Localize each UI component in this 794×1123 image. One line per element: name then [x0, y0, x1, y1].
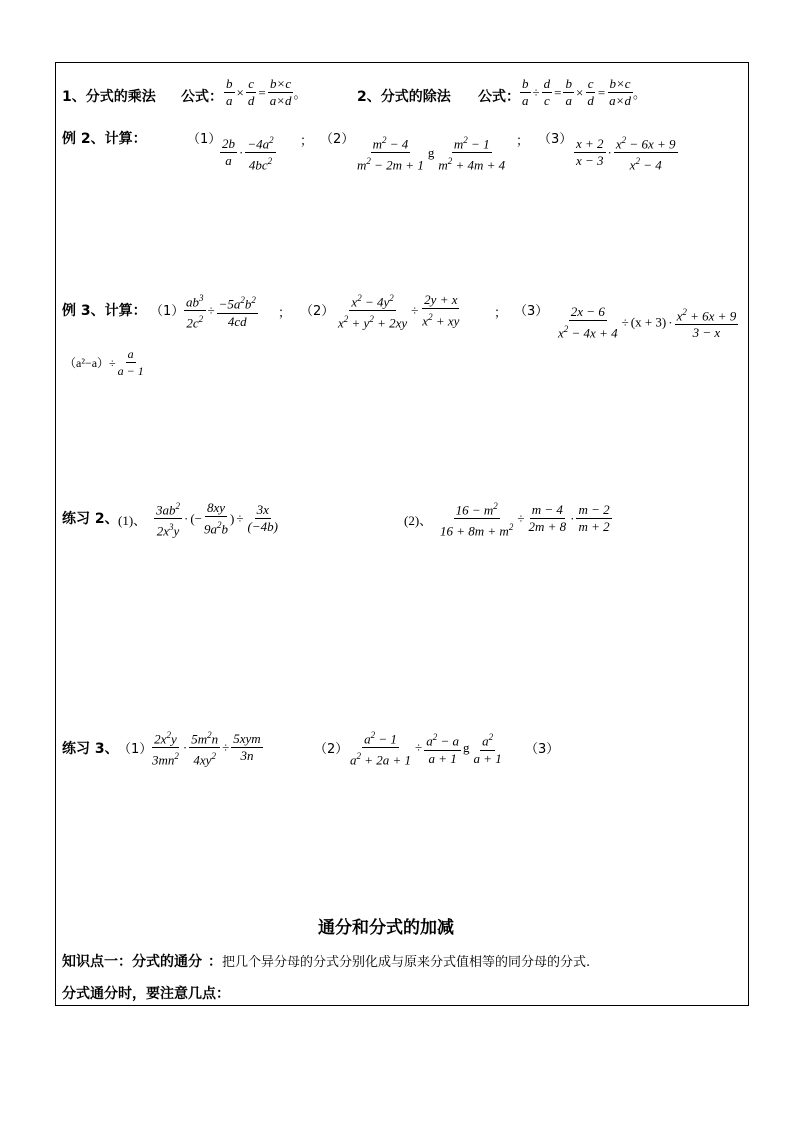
example3-expr2: $\frac{x^2 - 4y^2}{x^2 + y^2 + 2xy}$ ÷ $\frac{2y + x}{x^2 + xy}$ — [336, 290, 461, 332]
practice2-expr1: $\frac{3ab^2}{2x^3y}$ · (− $\frac{8xy}{9a^2b}$ ) ÷ $\frac{3x}{(-4b)}$ — [154, 498, 280, 540]
practice2-label: 练习 2、 — [62, 511, 119, 527]
example3-sep2: ； — [494, 305, 508, 320]
example3-label: 例 3、计算： — [62, 303, 147, 319]
example2-part3-label: （3） — [538, 132, 573, 147]
practice2-expr2: $\frac{16 - m^2}{16 + 8m + m^2}$ ÷ $\frac{m - 4}{2m + 8}$ · $\frac{m - 2}{m + 2}$ — [438, 498, 612, 540]
example2-sep2: ； — [516, 133, 530, 148]
knowledge-point-1: 知识点一：分式的通分 ：把几个异分母的分式分别化成与原来分式值相等的同分母的分式. — [62, 954, 591, 970]
example2-expr1: $\frac{2b}{a}$ · $\frac{-4a^2}{4bc^2}$ — [220, 132, 276, 174]
mult-formula: $\frac{b}{a}$ × $\frac{c}{d}$ = $\frac{b\times c}{a\times d}$ 。 — [226, 76, 307, 108]
example2-part1-label: （1） — [187, 132, 222, 147]
practice3-part1-label: （1） — [118, 742, 153, 757]
example2-sep1: ； — [300, 133, 314, 148]
example3-expr3: $\frac{2x - 6}{x^2 - 4x + 4}$ ÷ (x + 3) · $\frac{x^2 + 6x + 9}{3 - x}$ — [558, 304, 737, 341]
div-formula-label: 公式： — [478, 89, 520, 105]
example2-label: 例 2、计算： — [62, 131, 147, 147]
section-title: 通分和分式的加减 — [318, 918, 454, 938]
practice2-part2-label: (2)、 — [404, 513, 433, 528]
example2-expr2: $\frac{m^2 - 4}{m^2 - 2m + 1}$ g $\frac{m^2 - 1}{m^2 + 4m + 4}$ — [355, 132, 507, 174]
mult-formula-label: 公式： — [181, 89, 223, 105]
example2-expr3: $\frac{x + 2}{x - 3}$ · $\frac{x^2 - 6x + 9}{x^2 - 4}$ — [574, 132, 678, 174]
practice3-part2-label: （2） — [314, 742, 349, 757]
example3-expr4: （a²−a）÷ $\frac{a}{a - 1}$ — [64, 347, 144, 378]
practice3-part3-label: （3） — [525, 742, 560, 757]
practice3-label: 练习 3、 — [62, 741, 119, 757]
div-formula: $\frac{b}{a}$ ÷ $\frac{d}{c}$ = $\frac{b}{a}$ × $\frac{c}{d}$ = $\frac{b\times c}{a\times d}$ 。 — [522, 76, 646, 108]
note-heading: 分式通分时，要注意几点： — [62, 986, 230, 1002]
example2-part2-label: （2） — [320, 132, 355, 147]
example3-part3-label: （3） — [514, 304, 549, 319]
example3-part2-label: （2） — [300, 304, 335, 319]
example3-expr1: $\frac{ab^3}{2c^2}$ ÷ $\frac{-5a^2b^2}{4cd}$ — [184, 290, 258, 332]
example3-part1-label: （1） — [150, 304, 185, 319]
example3-sep1: ； — [278, 305, 292, 320]
mult-heading: 1、分式的乘法 — [62, 89, 156, 105]
practice2-part1-label: (1)、 — [118, 513, 147, 528]
div-heading: 2、分式的除法 — [357, 89, 451, 105]
practice3-expr1: $\frac{2x^2y}{3mn^2}$ · $\frac{5m^2n}{4xy^2}$ ÷ $\frac{\text{5xym}}{3n}$ — [150, 727, 263, 769]
practice3-expr2: $\frac{a^2 - 1}{a^2 + 2a + 1}$ ÷ $\frac{a^2 - a}{a + 1}$ g $\frac{a^2}{a + 1}$ — [348, 727, 504, 769]
